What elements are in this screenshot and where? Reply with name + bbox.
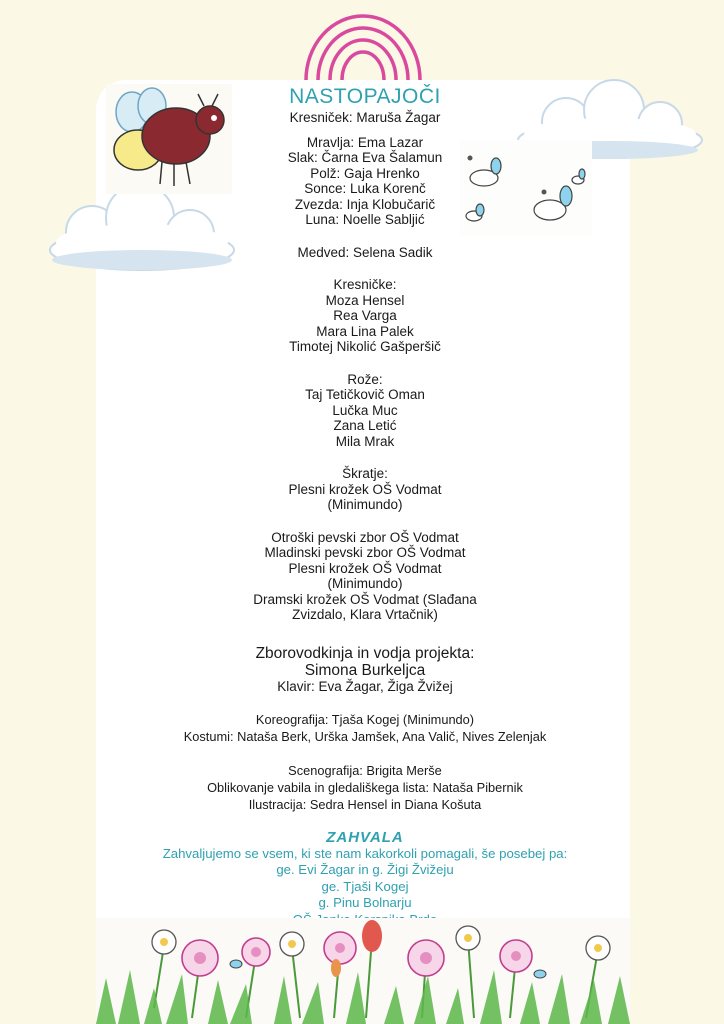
director-name: Simona Burkeljca bbox=[304, 661, 426, 679]
thanks-heading: ZAHVALA bbox=[326, 829, 404, 846]
ensemble-line: Mladinski pevski zbor OŠ Vodmat bbox=[264, 545, 466, 560]
flower-meadow-drawing bbox=[96, 918, 630, 1024]
cast-line: Luna: Noelle Sabljić bbox=[305, 212, 425, 227]
design-credit: Oblikovanje vabila in gledališkega lista: Nataša Pibernik bbox=[207, 780, 523, 795]
ensemble-line: (Minimundo) bbox=[327, 576, 403, 591]
thanks-line: g. Pinu Bolnarju bbox=[318, 895, 412, 910]
piano-credit: Klavir: Eva Žagar, Žiga Žvižej bbox=[277, 678, 453, 694]
cast-line: Sonce: Luka Korenč bbox=[304, 181, 426, 196]
director-label: Zborovodkinja in vodja projekta: bbox=[255, 644, 475, 662]
ensemble-line: Otroški pevski zbor OŠ Vodmat bbox=[271, 529, 459, 545]
thanks-line: ge. Evi Žagar in g. Žigi Žvižeju bbox=[276, 862, 454, 877]
page-title: NASTOPAJOČI bbox=[289, 85, 441, 108]
cast-line: Taj Tetičkovič Oman bbox=[305, 387, 425, 402]
cast-line: Polž: Gaja Hrenko bbox=[310, 165, 420, 181]
rainbow-icon bbox=[298, 0, 428, 82]
cast-line: Timotej Nikolić Gašperšič bbox=[289, 339, 441, 354]
cast-line: Zvezda: Inja Klobučarič bbox=[294, 196, 436, 212]
thanks-line: ge. Tjaši Kogej bbox=[321, 878, 409, 894]
group-label: Kresničke: bbox=[333, 277, 397, 292]
scenography-credit: Scenografija: Brigita Merše bbox=[288, 763, 442, 778]
cast-line: Moza Hensel bbox=[325, 292, 405, 308]
group-label: Rože: bbox=[347, 371, 383, 387]
costumes-credit: Kostumi: Nataša Berk, Urška Jamšek, Ana Valič, Nives Zelenjak bbox=[183, 729, 547, 744]
cast-line: Mravlja: Ema Lazar bbox=[306, 134, 424, 150]
ensemble-line: Dramski krožek OŠ Vodmat (Slađana bbox=[253, 591, 477, 607]
choreography-credit: Koreografija: Tjaša Kogej (Minimundo) bbox=[255, 712, 475, 727]
cast-line: (Minimundo) bbox=[327, 497, 403, 512]
cast-line: Zana Letić bbox=[333, 418, 397, 433]
ensemble-line: Zvizdalo, Klara Vrtačnik) bbox=[292, 607, 438, 622]
ensemble-line: Plesni krožek OŠ Vodmat bbox=[288, 560, 442, 576]
cast-line: Mila Mrak bbox=[335, 433, 395, 449]
illustration-credit: Ilustracija: Sedra Hensel in Diana Košuta bbox=[248, 797, 482, 812]
credits-sheet bbox=[150, 84, 580, 945]
group-label: Škratje: bbox=[342, 466, 388, 481]
cast-line: Rea Varga bbox=[333, 308, 397, 323]
thanks-intro: Zahvaljujemo se vsem, ki ste nam kakorkoli pomagali, še posebej pa: bbox=[162, 845, 568, 861]
cast-line: Slak: Čarna Eva Šalamun bbox=[287, 150, 443, 165]
cast-line: Mara Lina Palek bbox=[316, 323, 414, 339]
lead-role: Kresniček: Maruša Žagar bbox=[289, 110, 441, 125]
cast-line: Medved: Selena Sadik bbox=[297, 244, 433, 260]
cast-line: Plesni krožek OŠ Vodmat bbox=[288, 481, 442, 497]
cast-line: Lučka Muc bbox=[332, 402, 398, 418]
